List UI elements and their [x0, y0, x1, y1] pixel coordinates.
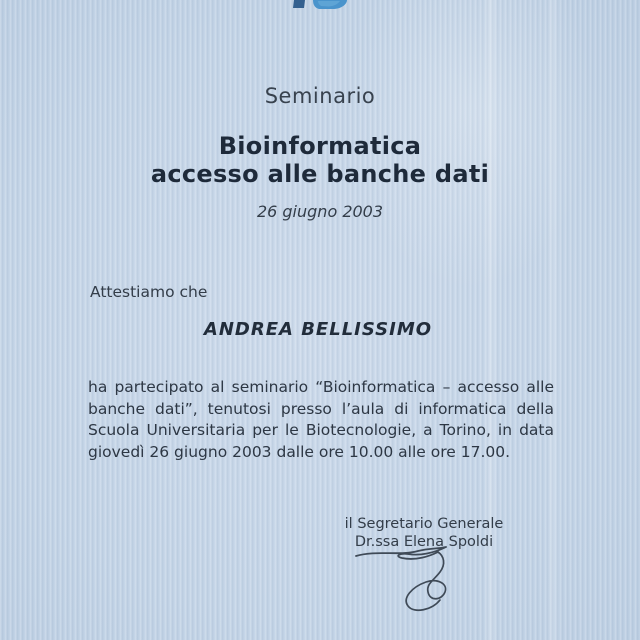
certificate-title-line1: Bioinformatica: [218, 132, 422, 160]
handwritten-signature-icon: [342, 540, 482, 622]
attendee-name: ANDREA BELLISSIMO: [203, 319, 433, 340]
certificate-title-line2: accesso alle banche dati: [150, 160, 490, 188]
signature-name: Dr.ssa Elena Spoldi: [354, 534, 494, 550]
attest-label: Attestiamo che: [90, 283, 208, 301]
certificate-title: [0, 132, 640, 188]
logo-icon: [288, 0, 350, 11]
seminar-date: 26 giugno 2003: [256, 202, 384, 221]
certificate-body-paragraph: ha partecipato al seminario “Bioinformatica – accesso alle banche dati”, tenutosi presso l’aula di informatica della Scuola Universitaria per le Biotecnologie, a Torino, in data giovedì 26 giugno 2003 dalle ore 10.00 alle ore 17.00.: [88, 378, 554, 461]
seminar-label: Seminario: [264, 84, 376, 108]
signature-role: il Segretario Generale: [344, 516, 504, 532]
